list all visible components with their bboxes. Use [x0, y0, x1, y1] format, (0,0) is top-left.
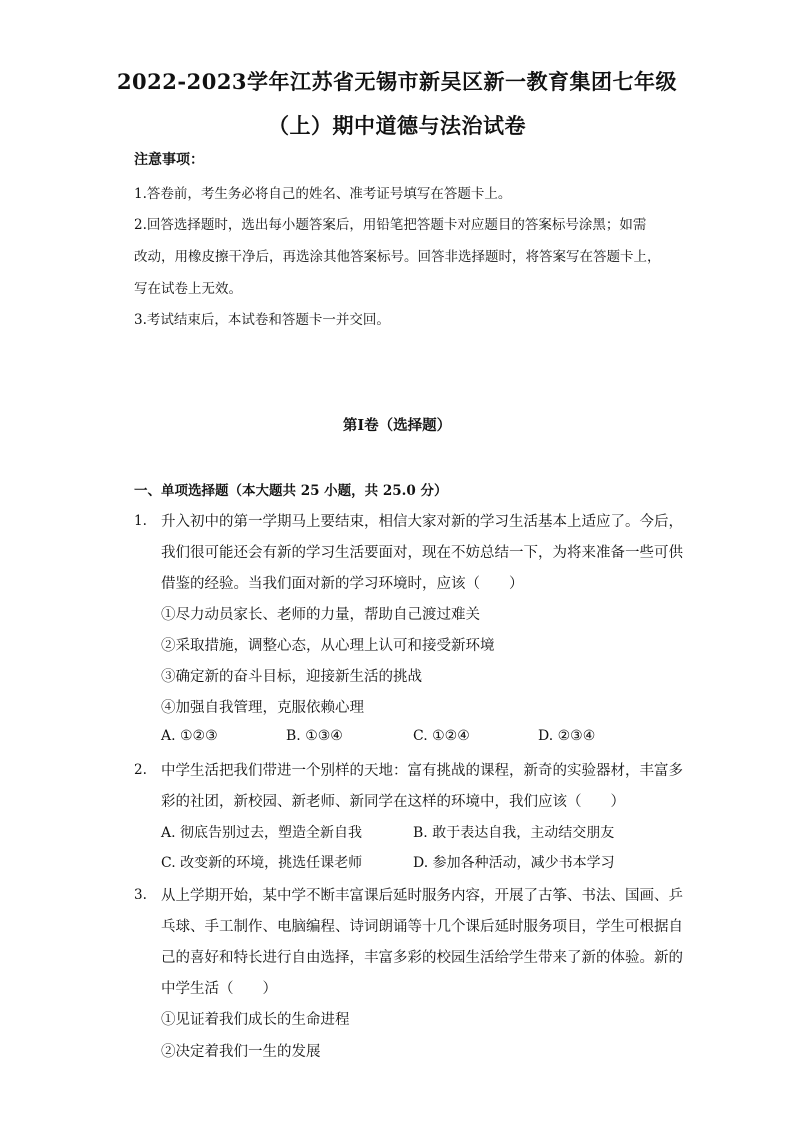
question-text-line: 乓球、手工制作、电脑编程、诗词朗诵等十几个课后延时服务项目，学生可根据自 — [161, 919, 683, 935]
statement-item: ①见证着我们成长的生命进程 — [161, 1012, 350, 1028]
question-number: 3. — [134, 887, 147, 903]
question-text-line: 升入初中的第一学期马上要结束，相信大家对新的学习生活基本上适应了。今后， — [161, 514, 683, 530]
notice-line: 写在试卷上无效。 — [134, 281, 242, 297]
option-d: D. 参加各种活动，减少书本学习 — [413, 855, 615, 871]
notice-line: 3.考试结束后，本试卷和答题卡一并交回。 — [134, 312, 390, 328]
notice-line: 2.回答选择题时，选出每小题答案后，用铅笔把答题卡对应题目的答案标号涂黑；如需 — [134, 217, 647, 233]
notice-line: 改动，用橡皮擦干净后，再选涂其他答案标号。回答非选择题时，将答案写在答题卡上， — [134, 249, 661, 265]
question-text-line: 己的喜好和特长进行自由选择，丰富多彩的校园生活给学生带来了新的体验。新的 — [161, 950, 683, 966]
notice-heading: 注意事项： — [134, 152, 204, 168]
option-d: D. ②③④ — [538, 728, 596, 744]
statement-item: ③确定新的奋斗目标，迎接新生活的挑战 — [161, 669, 422, 685]
question-number: 1. — [134, 513, 147, 529]
option-c: C. ①②④ — [413, 728, 470, 744]
statement-item: ④加强自我管理，克服依赖心理 — [161, 700, 364, 716]
exam-title-line-1: 2022-2023学年江苏省无锡市新吴区新一教育集团七年级 — [116, 69, 678, 94]
question-text-line: 中学生活（ ） — [161, 981, 277, 997]
notice-line: 1.答卷前，考生务必将自己的姓名、准考证号填写在答题卡上。 — [134, 186, 512, 202]
question-text-line: 中学生活把我们带进一个别样的天地：富有挑战的课程，新奇的实验器材，丰富多 — [161, 763, 683, 779]
statement-item: ②采取措施，调整心态，从心理上认可和接受新环境 — [161, 638, 495, 654]
statement-item: ②决定着我们一生的发展 — [161, 1044, 321, 1060]
exam-title-line-2: （上）期中道德与法治试卷 — [268, 113, 526, 138]
part-heading: 一、单项选择题（本大题共 25 小题，共 25.0 分） — [134, 483, 448, 499]
option-c: C. 改变新的环境，挑选任课老师 — [161, 855, 363, 871]
question-text-line: 彩的社团，新校园、新老师、新同学在这样的环境中，我们应该（ ） — [161, 794, 625, 810]
question-text-line: 借鉴的经验。当我们面对新的学习环境时，应该（ ） — [161, 576, 524, 592]
section-title: 第Ⅰ卷（选择题） — [342, 417, 452, 434]
option-b: B. ①③④ — [286, 728, 343, 744]
question-text-line: 我们很可能还会有新的学习生活要面对，现在不妨总结一下，为将来准备一些可供 — [161, 545, 683, 561]
statement-item: ①尽力动员家长、老师的力量，帮助自己渡过难关 — [161, 607, 480, 623]
question-number: 2. — [134, 762, 147, 778]
question-text-line: 从上学期开始，某中学不断丰富课后延时服务内容，开展了古筝、书法、国画、乒 — [161, 888, 683, 904]
option-a: A. ①②③ — [161, 728, 218, 744]
option-b: B. 敢于表达自我，主动结交朋友 — [413, 825, 615, 841]
option-a: A. 彻底告别过去，塑造全新自我 — [161, 825, 363, 841]
